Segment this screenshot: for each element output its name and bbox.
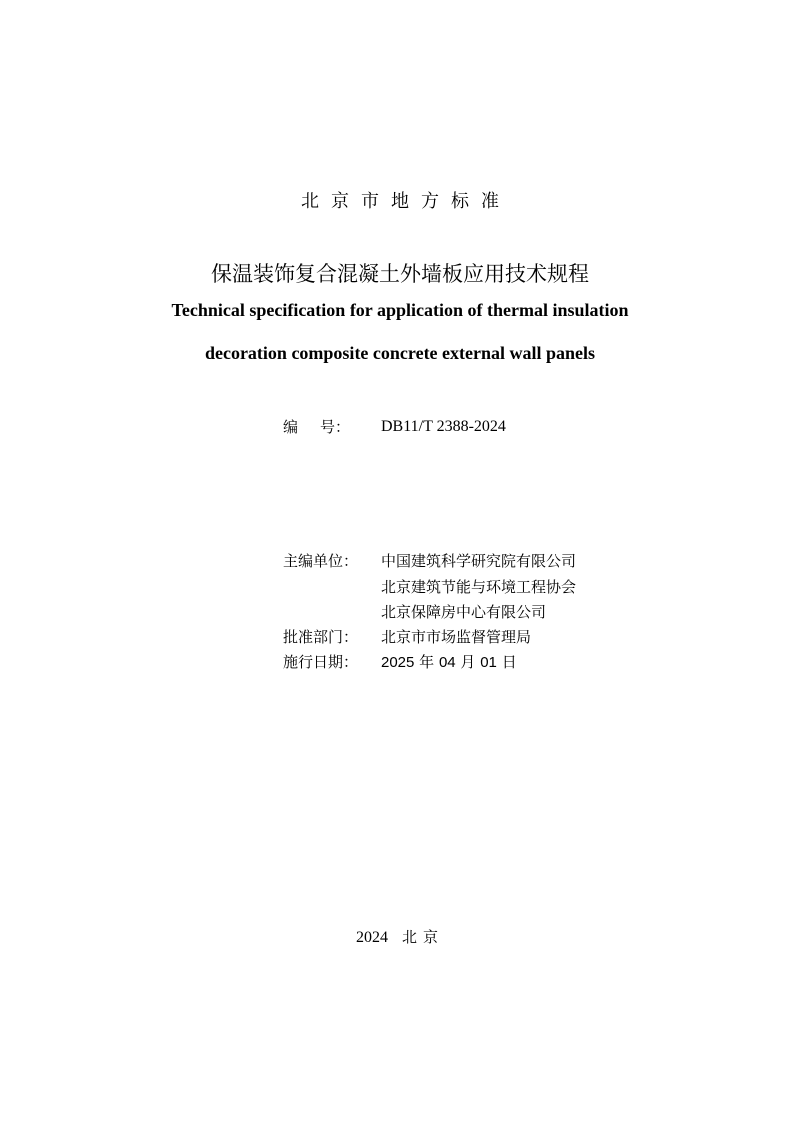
chief-unit-1: 中国建筑科学研究院有限公司 [381, 552, 577, 570]
effective-month-unit: 月 [460, 653, 476, 671]
chief-units-label: 主编单位： [283, 552, 359, 570]
document-title-english-line1: Technical specification for application of thermal insulation [171, 300, 629, 320]
document-title-chinese: 保温装饰复合混凝土外墙板应用技术规程 [211, 262, 589, 286]
effective-year-unit: 年 [419, 653, 435, 671]
document-title-english-line2: decoration composite concrete external wall panels [204, 343, 596, 363]
standard-code-label-part2: 号： [320, 418, 351, 436]
effective-day-unit: 日 [501, 653, 517, 671]
standard-code-label-part1: 编 [283, 418, 299, 436]
effective-date-value [381, 652, 517, 673]
standard-type-heading: 北京市地方标准 [301, 191, 511, 212]
publication-footer [0, 927, 800, 948]
effective-year: 2025 [381, 654, 415, 671]
chief-unit-3: 北京保障房中心有限公司 [381, 603, 547, 621]
publication-year: 2024 [355, 929, 388, 946]
approval-department-value: 北京市市场监督管理局 [381, 628, 532, 646]
standard-code-value: DB11/T 2388-2024 [381, 418, 506, 435]
effective-day: 01 [480, 654, 497, 671]
chief-unit-2: 北京建筑节能与环境工程协会 [381, 578, 577, 596]
approval-department-label: 批准部门： [283, 628, 359, 646]
publication-city: 北京 [401, 928, 444, 946]
effective-date-label: 施行日期： [283, 653, 359, 671]
effective-month: 04 [438, 654, 456, 671]
standard-code-label [283, 417, 350, 437]
